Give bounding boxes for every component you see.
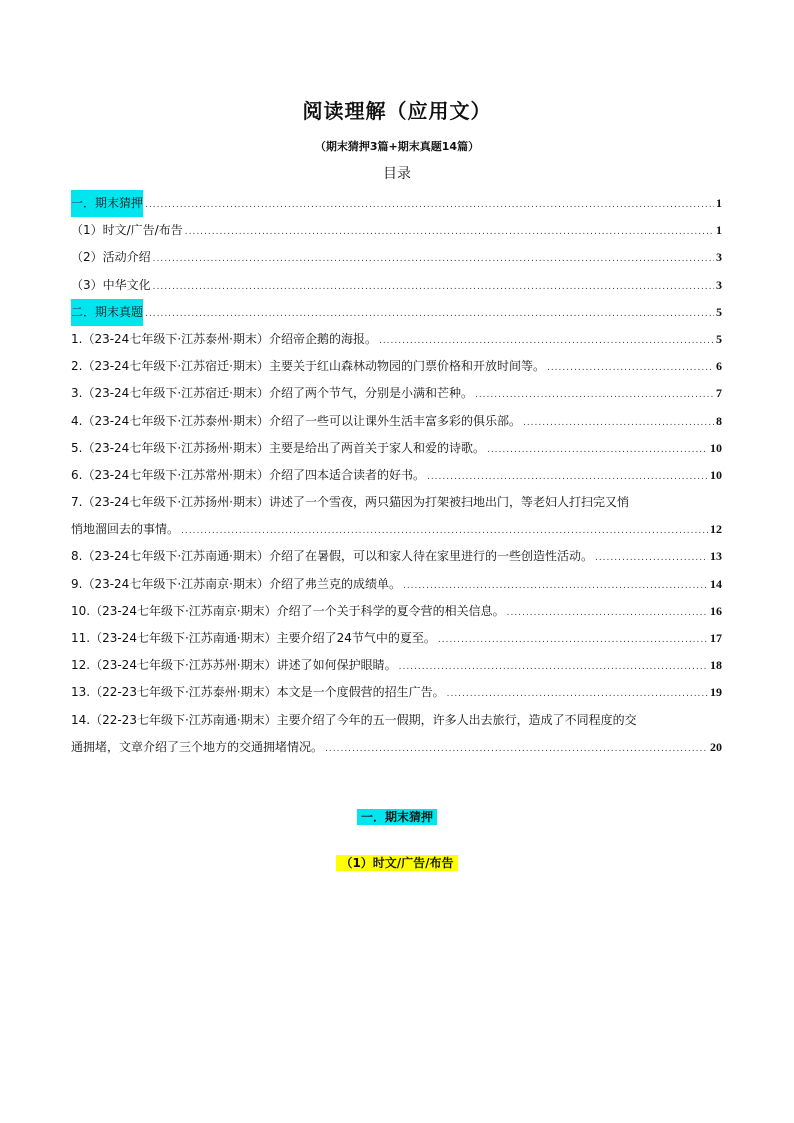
- toc-entry-label: 7.（23-24七年级下·江苏扬州·期末）讲述了一个雪夜，两只猫因为打架被扫地出门，等老妇人打扫完又悄: [71, 495, 629, 510]
- toc-entry-7-line1[interactable]: [71, 489, 722, 516]
- toc-page-number: 5: [716, 331, 722, 346]
- toc-page-number: 6: [716, 359, 722, 374]
- toc-entry-7-line2[interactable]: [71, 516, 722, 543]
- document-subtitle: （期末猜押3篇+期末真题14篇）: [314, 140, 480, 153]
- toc-leader-dots: [547, 355, 714, 382]
- toc-page-number: 1: [716, 223, 722, 238]
- section-heading: [0, 808, 794, 825]
- toc-leader-dots: [487, 437, 708, 464]
- section-heading-text: 一．期末猜押: [357, 809, 437, 825]
- toc-entry-sub-2[interactable]: [71, 244, 722, 271]
- toc-leader-dots: [379, 328, 714, 355]
- toc-page-number: 20: [710, 739, 722, 754]
- toc-entry-4[interactable]: [71, 408, 722, 435]
- toc-page-number: 18: [710, 658, 722, 673]
- toc-entry-label: 14.（22-23七年级下·江苏南通·期末）主要介绍了今年的五一假期，许多人出去旅行，造成了不同程度的交: [71, 712, 637, 727]
- toc-entry-label: 4.（23-24七年级下·江苏泰州·期末）介绍了一些可以让课外生活丰富多彩的俱乐部。: [71, 413, 521, 428]
- toc-leader-dots: [403, 573, 708, 600]
- toc-leader-dots: [153, 246, 714, 273]
- toc-entry-section-1[interactable]: [71, 190, 722, 217]
- toc-entry-section-2[interactable]: [71, 299, 722, 326]
- toc-page-number: 1: [716, 196, 722, 210]
- toc-page-number: 10: [710, 440, 722, 455]
- toc-entry-13[interactable]: [71, 679, 722, 706]
- toc-entry-label: 10.（23-24七年级下·江苏南京·期末）介绍了一个关于科学的夏令营的相关信息。: [71, 603, 505, 618]
- toc-leader-dots: [325, 736, 708, 763]
- toc-page-number: 8: [716, 413, 722, 428]
- toc-entry-label: 3.（23-24七年级下·江苏宿迁·期末）介绍了两个节气，分别是小满和芒种。: [71, 386, 473, 401]
- toc-entry-label: 悄地溜回去的事情。: [71, 522, 180, 537]
- toc-leader-dots: [181, 518, 708, 545]
- toc-page-number: 13: [710, 549, 722, 564]
- toc-entry-label: 1.（23-24七年级下·江苏泰州·期末）介绍帝企鹅的海报。: [71, 331, 377, 346]
- toc-entry-12[interactable]: [71, 652, 722, 679]
- toc-page-number: 3: [716, 250, 722, 265]
- toc-leader-dots: [475, 382, 714, 409]
- toc-entry-1[interactable]: [71, 326, 722, 353]
- toc-entry-8[interactable]: [71, 543, 722, 570]
- toc-page-number: 3: [716, 277, 722, 292]
- toc-entry-14-line2[interactable]: [71, 734, 722, 761]
- toc-leader-dots: [427, 464, 708, 491]
- toc-entry-label: 一．期末猜押: [71, 190, 143, 217]
- toc-entry-5[interactable]: [71, 435, 722, 462]
- toc-entry-label: 9.（23-24七年级下·江苏南京·期末）介绍了弗兰克的成绩单。: [71, 576, 401, 591]
- toc-entry-3[interactable]: [71, 380, 722, 407]
- toc-leader-dots: [185, 219, 714, 246]
- toc-entry-label: （2）活动介绍: [71, 250, 151, 265]
- toc-entry-sub-3[interactable]: [71, 272, 722, 299]
- toc-page-number: 5: [716, 304, 722, 319]
- toc-page-number: 14: [710, 576, 722, 591]
- toc-entry-label: 11.（23-24七年级下·江苏南通·期末）主要介绍了24节气中的夏至。: [71, 631, 436, 645]
- document-title: 阅读理解（应用文）: [302, 99, 492, 123]
- toc-entry-label: 二．期末真题: [71, 299, 143, 326]
- toc-page-number: 17: [710, 631, 722, 645]
- toc-entry-6[interactable]: [71, 462, 722, 489]
- toc-entry-label: 6.（23-24七年级下·江苏常州·期末）介绍了四本适合读者的好书。: [71, 467, 425, 482]
- table-of-contents: [71, 190, 722, 761]
- toc-entry-label: 通拥堵，文章介绍了三个地方的交通拥堵情况。: [71, 739, 324, 754]
- subsection-heading-text: （1）时文/广告/布告: [336, 855, 457, 871]
- toc-entry-label: （3）中华文化: [71, 277, 151, 292]
- toc-entry-9[interactable]: [71, 571, 722, 598]
- toc-entry-label: 12.（23-24七年级下·江苏苏州·期末）讲述了如何保护眼睛。: [71, 658, 397, 673]
- toc-entry-14-line1[interactable]: [71, 707, 722, 734]
- toc-page-number: 7: [716, 386, 722, 401]
- toc-entry-sub-1[interactable]: [71, 217, 722, 244]
- toc-page-number: 10: [710, 467, 722, 482]
- toc-entry-label: 5.（23-24七年级下·江苏扬州·期末）主要是给出了两首关于家人和爱的诗歌。: [71, 440, 485, 455]
- toc-leader-dots: [507, 600, 708, 627]
- toc-entry-label: （1）时文/广告/布告: [71, 223, 183, 238]
- toc-page-number: 12: [710, 522, 722, 537]
- toc-entry-label: 13.（22-23七年级下·江苏泰州·期末）本文是一个度假营的招生广告。: [71, 685, 445, 700]
- toc-leader-dots: [153, 274, 714, 301]
- toc-entry-10[interactable]: [71, 598, 722, 625]
- toc-page-number: 16: [710, 603, 722, 618]
- toc-entry-label: 2.（23-24七年级下·江苏宿迁·期末）主要关于红山森林动物园的门票价格和开放时间等。: [71, 359, 545, 374]
- toc-leader-dots: [399, 654, 708, 681]
- toc-leader-dots: [438, 627, 708, 654]
- toc-page-number: 19: [710, 685, 722, 700]
- toc-entry-11[interactable]: [71, 625, 722, 652]
- subsection-heading: [0, 854, 794, 871]
- toc-leader-dots: [595, 545, 708, 572]
- toc-heading: 目录: [383, 166, 411, 182]
- toc-entry-label: 8.（23-24七年级下·江苏南通·期末）介绍了在暑假，可以和家人待在家里进行的一些创造性活动。: [71, 549, 593, 564]
- toc-leader-dots: [523, 410, 714, 437]
- toc-entry-2[interactable]: [71, 353, 722, 380]
- toc-leader-dots: [447, 681, 708, 708]
- toc-leader-dots: [145, 301, 714, 328]
- toc-leader-dots: [145, 192, 714, 219]
